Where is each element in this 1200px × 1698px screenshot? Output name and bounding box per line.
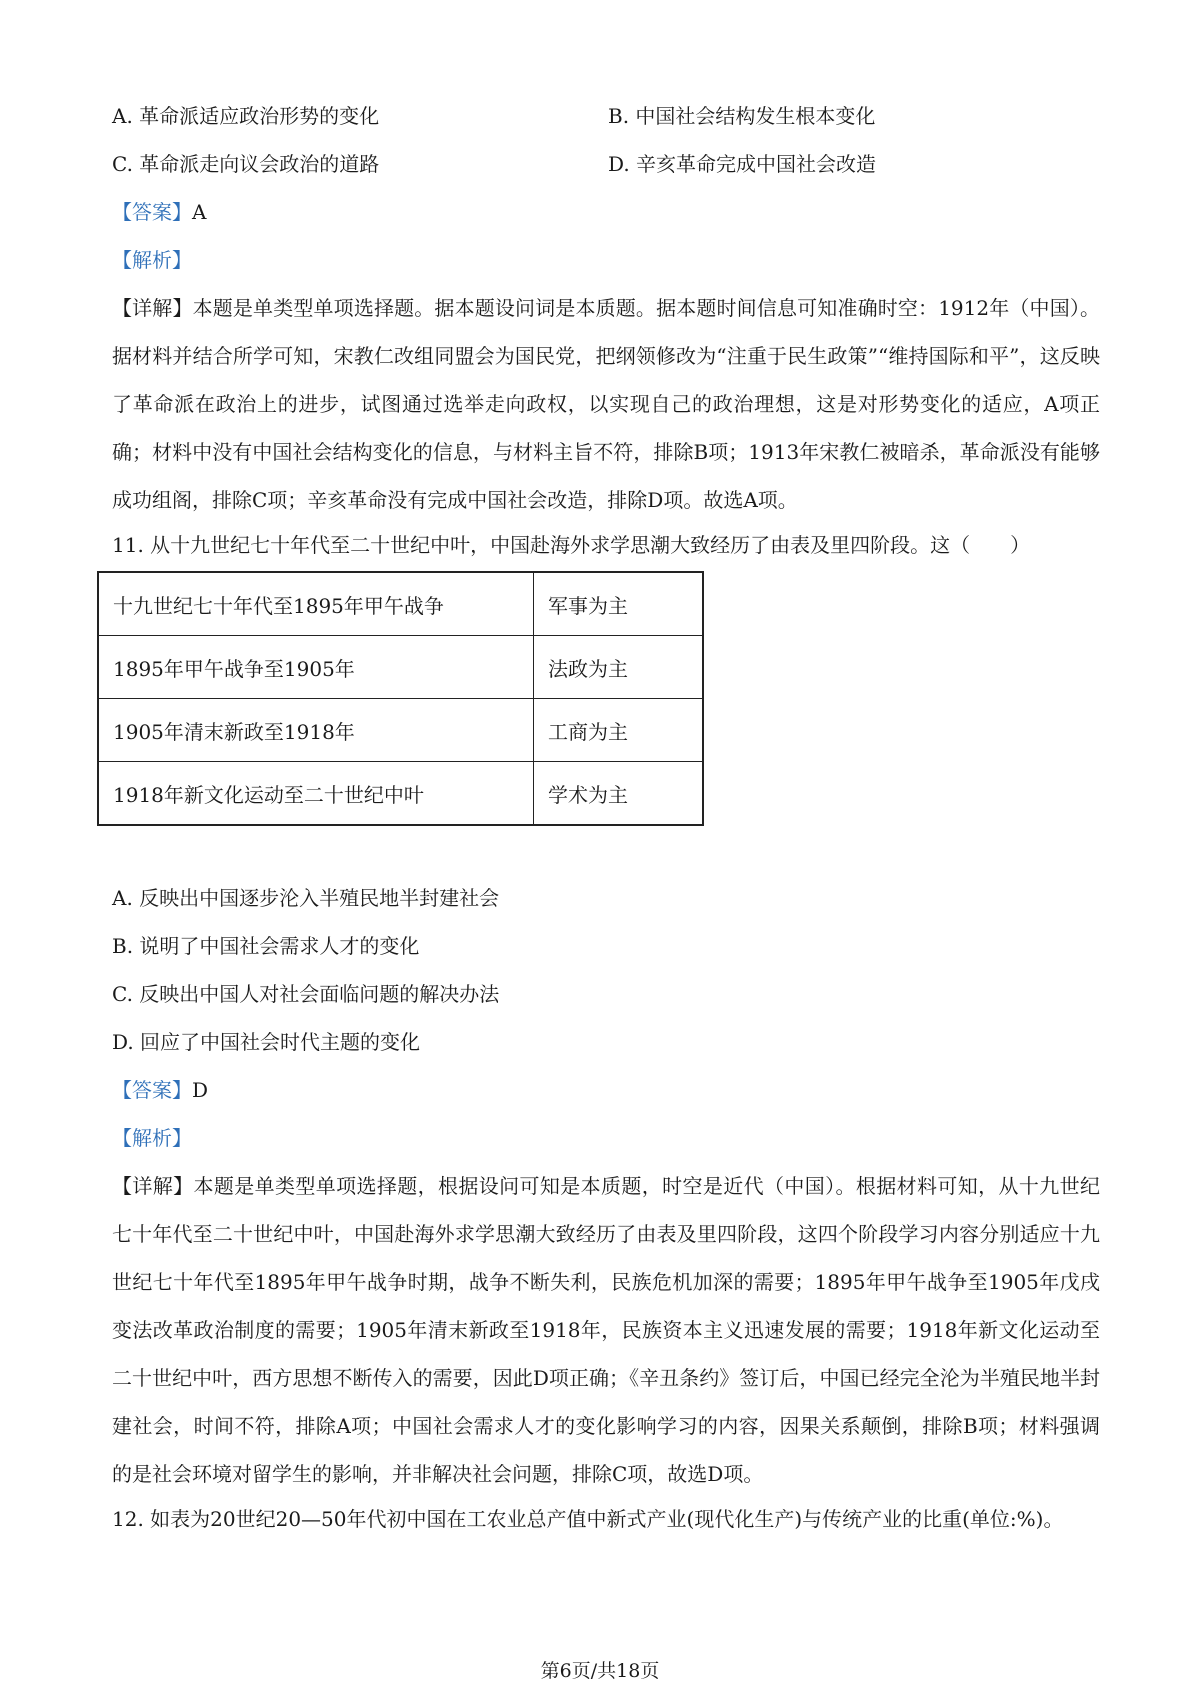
table-row (98, 762, 703, 826)
detail-text: 本题是单类型单项选择题。据本题设问词是本质题。据本题时间信息可知准确时空：1912年（中国）。据材料并结合所学可知，宋教仁改组同盟会为国民党，把纲领修改为“注重于民生政策”“维持国际和平”，这反映了革命派在政治上的进步，试图通过选举走向政权，以实现自己的政治理想，这是对形势变化的适应，A项正确；材料中没有中国社会结构变化的信息，与材料主旨不符，排除B项；1913年宋教仁被暗杀，革命派没有能够成功组阁，排除C项；辛亥革命没有完成中国社会改造，排除D项。故选A项。 (112, 296, 1100, 512)
table-row (98, 699, 703, 762)
table-row (98, 572, 703, 636)
detail-text: 本题是单类型单项选择题，根据设问可知是本质题，时空是近代（中国）。根据材料可知，从十九世纪七十年代至二十世纪中叶，中国赴海外求学思潮大致经历了由表及里四阶段，这四个阶段学习内容分别适应十九世纪七十年代至1895年甲午战争时期，战争不断失利，民族危机加深的需要；1895年甲午战争至1905年戊戌变法改革政治制度的需要；1905年清末新政至1918年，民族资本主义迅速发展的需要；1918年新文化运动至二十世纪中叶，西方思想不断传入的需要，因此D项正确；《辛丑条约》签订后，中国已经完全沦为半殖民地半封建社会，时间不符，排除A项；中国社会需求人才的变化影响学习的内容，因果关系颠倒，排除B项；材料强调的是社会环境对留学生的影响，并非解决社会问题，排除C项，故选D项。 (112, 1174, 1100, 1486)
page-number: 第6页/共18页 (540, 1660, 660, 1682)
table-cell-focus: 军事为主 (534, 572, 704, 636)
q11-option-b: B. 说明了中国社会需求人才的变化 (112, 934, 420, 958)
q11-option-a: A. 反映出中国逐步沦入半殖民地半封建社会 (112, 886, 500, 910)
q11-stem: 11. 从十九世纪七十年代至二十世纪中叶，中国赴海外求学思潮大致经历了由表及里四阶段。这（ ） (112, 533, 1031, 557)
q10-detail (112, 284, 1100, 524)
table-cell-period: 1918年新文化运动至二十世纪中叶 (98, 762, 534, 826)
q11-detail (112, 1162, 1100, 1498)
q10-analysis-heading (112, 245, 192, 275)
answer-value: A (192, 200, 207, 224)
q11-analysis-heading (112, 1123, 192, 1153)
detail-tag: 【详解】 (112, 1174, 194, 1198)
q10-answer (112, 197, 206, 227)
analysis-tag: 【解析】 (112, 248, 192, 272)
table-cell-focus: 学术为主 (534, 762, 704, 826)
q11-answer (112, 1075, 208, 1105)
q10-option-b: B. 中国社会结构发生根本变化 (608, 104, 876, 128)
answer-value: D (192, 1078, 209, 1102)
q12-stem: 12. 如表为20世纪20—50年代初中国在工农业总产值中新式产业(现代化生产)与传统产业的比重(单位:%)。 (112, 1507, 1064, 1531)
q11-option-c: C. 反映出中国人对社会面临问题的解决办法 (112, 982, 500, 1006)
q11-option-d: D. 回应了中国社会时代主题的变化 (112, 1030, 421, 1054)
table-row (98, 636, 703, 699)
table-cell-period: 十九世纪七十年代至1895年甲午战争 (98, 572, 534, 636)
answer-tag: 【答案】 (112, 200, 192, 224)
q11-table (97, 571, 704, 826)
analysis-tag: 【解析】 (112, 1126, 192, 1150)
q10-option-a: A. 革命派适应政治形势的变化 (112, 104, 380, 128)
q10-option-d: D. 辛亥革命完成中国社会改造 (608, 152, 877, 176)
detail-tag: 【详解】 (112, 296, 193, 320)
q10-option-c: C. 革命派走向议会政治的道路 (112, 152, 380, 176)
table-cell-focus: 工商为主 (534, 699, 704, 762)
table-cell-period: 1895年甲午战争至1905年 (98, 636, 534, 699)
answer-tag: 【答案】 (112, 1078, 192, 1102)
table-cell-focus: 法政为主 (534, 636, 704, 699)
table-cell-period: 1905年清末新政至1918年 (98, 699, 534, 762)
